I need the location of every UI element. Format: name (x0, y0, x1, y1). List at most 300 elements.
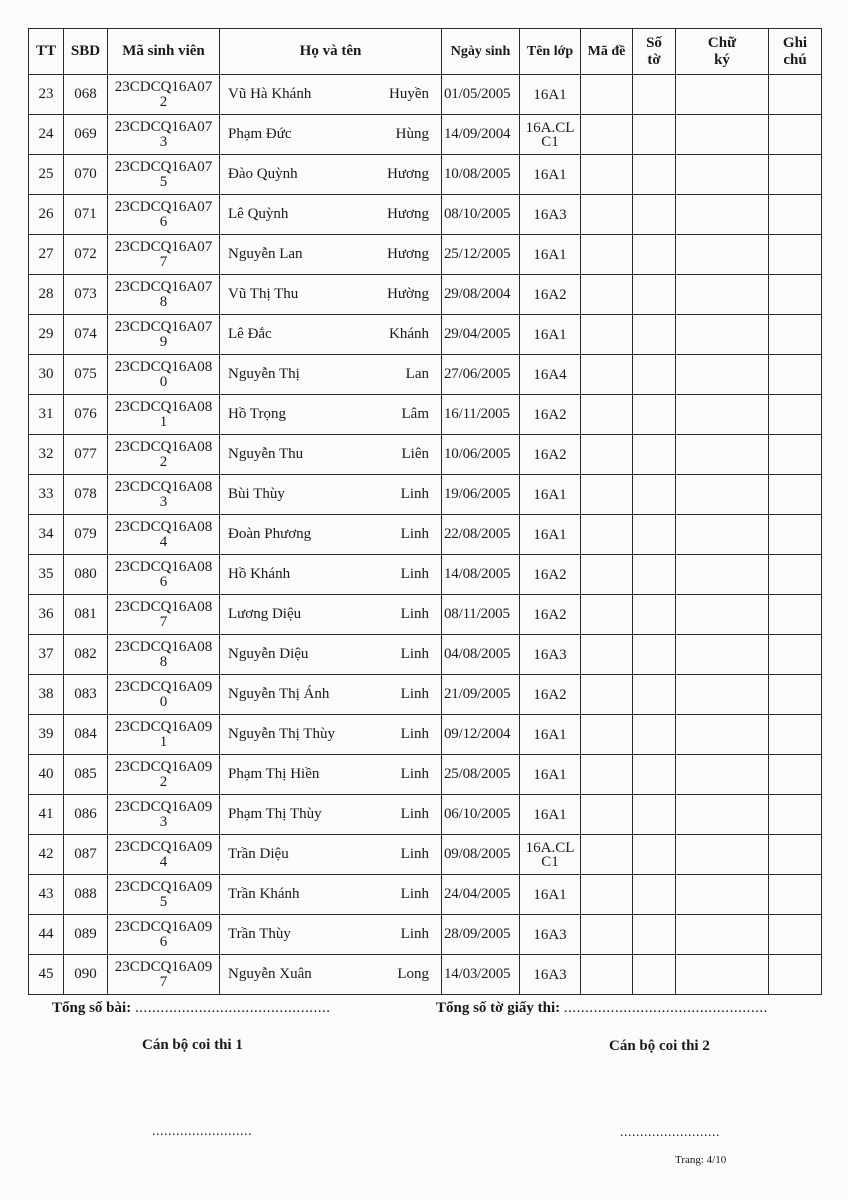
cell-birth-date: 19/06/2005 (442, 475, 520, 515)
cell-exam-code[interactable] (581, 235, 633, 275)
cell-student-id: 23CDCQ16A09 5 (108, 875, 220, 915)
cell-class-name: 16A1 (520, 875, 581, 915)
cell-sbd: 084 (64, 715, 108, 755)
cell-class-name: 16A.CL C1 (520, 835, 581, 875)
cell-note[interactable] (769, 555, 822, 595)
cell-student-id: 23CDCQ16A09 2 (108, 755, 220, 795)
table-row (29, 915, 822, 955)
cell-note[interactable] (769, 475, 822, 515)
cell-birth-date: 06/10/2005 (442, 795, 520, 835)
cell-class-name: 16A1 (520, 515, 581, 555)
table-row (29, 595, 822, 635)
cell-note[interactable] (769, 955, 822, 995)
cell-sheet-count[interactable] (633, 115, 676, 155)
cell-full-name (220, 875, 442, 915)
cell-student-id: 23CDCQ16A08 0 (108, 355, 220, 395)
cell-note[interactable] (769, 515, 822, 555)
table-row (29, 835, 822, 875)
table-row (29, 555, 822, 595)
cell-tt: 40 (29, 755, 64, 795)
cell-birth-date: 14/03/2005 (442, 955, 520, 995)
cell-class-name: 16A2 (520, 435, 581, 475)
cell-signature[interactable] (676, 115, 769, 155)
given-name: Liên (401, 446, 429, 462)
cell-student-id: 23CDCQ16A07 6 (108, 195, 220, 235)
cell-sbd: 082 (64, 635, 108, 675)
cell-sheet-count[interactable] (633, 555, 676, 595)
given-name: Lan (405, 366, 429, 382)
header-signature: Chữ ký (676, 29, 769, 75)
table-row (29, 315, 822, 355)
table-row (29, 155, 822, 195)
cell-signature[interactable] (676, 795, 769, 835)
cell-sbd: 079 (64, 515, 108, 555)
cell-class-name: 16A1 (520, 755, 581, 795)
first-middle-name: Trần Thùy (228, 926, 291, 942)
cell-signature[interactable] (676, 555, 769, 595)
cell-sheet-count[interactable] (633, 915, 676, 955)
table-row (29, 355, 822, 395)
cell-exam-code[interactable] (581, 475, 633, 515)
total-sheets-label: Tổng số tờ giấy thi: (436, 1000, 561, 1016)
table-row (29, 515, 822, 555)
table-row (29, 195, 822, 235)
first-middle-name: Nguyễn Thị Ánh (228, 686, 330, 702)
cell-signature[interactable] (676, 755, 769, 795)
cell-class-name: 16A1 (520, 795, 581, 835)
given-name: Linh (400, 806, 429, 822)
cell-birth-date: 21/09/2005 (442, 675, 520, 715)
cell-full-name (220, 155, 442, 195)
cell-full-name (220, 75, 442, 115)
given-name: Lâm (401, 406, 429, 422)
cell-sheet-count[interactable] (633, 595, 676, 635)
cell-exam-code[interactable] (581, 275, 633, 315)
first-middle-name: Phạm Đức (228, 126, 292, 142)
total-sheets (436, 1000, 768, 1017)
cell-tt: 42 (29, 835, 64, 875)
cell-sbd: 076 (64, 395, 108, 435)
cell-exam-code[interactable] (581, 835, 633, 875)
cell-signature[interactable] (676, 515, 769, 555)
cell-exam-code[interactable] (581, 355, 633, 395)
cell-signature[interactable] (676, 435, 769, 475)
given-name: Linh (400, 646, 429, 662)
first-middle-name: Phạm Thị Hiền (228, 766, 320, 782)
cell-exam-code[interactable] (581, 955, 633, 995)
cell-signature[interactable] (676, 395, 769, 435)
table-row (29, 395, 822, 435)
cell-class-name: 16A2 (520, 595, 581, 635)
cell-birth-date: 16/11/2005 (442, 395, 520, 435)
cell-sheet-count[interactable] (633, 635, 676, 675)
first-middle-name: Lương Diệu (228, 606, 302, 622)
cell-signature[interactable] (676, 875, 769, 915)
cell-signature[interactable] (676, 75, 769, 115)
cell-sbd: 090 (64, 955, 108, 995)
cell-birth-date: 29/04/2005 (442, 315, 520, 355)
table-row (29, 235, 822, 275)
cell-note[interactable] (769, 395, 822, 435)
first-middle-name: Đào Quỳnh (228, 166, 298, 182)
cell-exam-code[interactable] (581, 155, 633, 195)
table-row (29, 635, 822, 675)
cell-full-name (220, 395, 442, 435)
cell-sbd: 078 (64, 475, 108, 515)
first-middle-name: Phạm Thị Thùy (228, 806, 322, 822)
cell-sheet-count[interactable] (633, 795, 676, 835)
page-number: Trang: 4/10 (675, 1154, 727, 1166)
cell-birth-date: 09/12/2004 (442, 715, 520, 755)
cell-note[interactable] (769, 235, 822, 275)
cell-class-name: 16A1 (520, 235, 581, 275)
cell-exam-code[interactable] (581, 395, 633, 435)
cell-exam-code[interactable] (581, 595, 633, 635)
cell-signature[interactable] (676, 675, 769, 715)
cell-birth-date: 10/08/2005 (442, 155, 520, 195)
table-row (29, 675, 822, 715)
cell-sheet-count[interactable] (633, 235, 676, 275)
cell-note[interactable] (769, 755, 822, 795)
given-name: Hương (387, 246, 429, 262)
cell-student-id: 23CDCQ16A07 8 (108, 275, 220, 315)
cell-class-name: 16A2 (520, 675, 581, 715)
cell-tt: 36 (29, 595, 64, 635)
cell-signature[interactable] (676, 235, 769, 275)
cell-note[interactable] (769, 115, 822, 155)
cell-sheet-count[interactable] (633, 675, 676, 715)
cell-birth-date: 29/08/2004 (442, 275, 520, 315)
cell-sbd: 086 (64, 795, 108, 835)
cell-sbd: 069 (64, 115, 108, 155)
cell-note[interactable] (769, 435, 822, 475)
cell-exam-code[interactable] (581, 715, 633, 755)
cell-note[interactable] (769, 635, 822, 675)
header-student-id: Mã sinh viên (108, 29, 220, 75)
cell-full-name (220, 275, 442, 315)
proctor-2-label: Cán bộ coi thi 2 (609, 1038, 710, 1054)
cell-note[interactable] (769, 195, 822, 235)
table-row (29, 275, 822, 315)
cell-signature[interactable] (676, 275, 769, 315)
cell-full-name (220, 475, 442, 515)
cell-exam-code[interactable] (581, 875, 633, 915)
cell-full-name (220, 795, 442, 835)
cell-signature[interactable] (676, 155, 769, 195)
cell-sbd: 088 (64, 875, 108, 915)
cell-tt: 25 (29, 155, 64, 195)
cell-exam-code[interactable] (581, 315, 633, 355)
given-name: Hùng (395, 126, 429, 142)
given-name: Linh (400, 726, 429, 742)
cell-tt: 34 (29, 515, 64, 555)
cell-student-id: 23CDCQ16A09 0 (108, 675, 220, 715)
table-row (29, 115, 822, 155)
first-middle-name: Hồ Khánh (228, 566, 291, 582)
cell-signature[interactable] (676, 355, 769, 395)
cell-class-name: 16A2 (520, 395, 581, 435)
header-full-name: Họ và tên (220, 29, 442, 75)
table-row (29, 715, 822, 755)
cell-sheet-count[interactable] (633, 355, 676, 395)
cell-exam-code[interactable] (581, 915, 633, 955)
first-middle-name: Nguyễn Diệu (228, 646, 309, 662)
cell-class-name: 16A4 (520, 355, 581, 395)
cell-birth-date: 14/08/2005 (442, 555, 520, 595)
cell-class-name: 16A2 (520, 275, 581, 315)
cell-class-name: 16A1 (520, 315, 581, 355)
cell-note[interactable] (769, 835, 822, 875)
cell-student-id: 23CDCQ16A09 1 (108, 715, 220, 755)
cell-birth-date: 27/06/2005 (442, 355, 520, 395)
first-middle-name: Nguyễn Thu (228, 446, 304, 462)
cell-tt: 28 (29, 275, 64, 315)
cell-tt: 44 (29, 915, 64, 955)
cell-sbd: 087 (64, 835, 108, 875)
total-submissions (52, 1000, 330, 1017)
cell-exam-code[interactable] (581, 115, 633, 155)
cell-sbd: 080 (64, 555, 108, 595)
cell-class-name: 16A1 (520, 715, 581, 755)
first-middle-name: Đoàn Phương (228, 526, 312, 542)
cell-sheet-count[interactable] (633, 75, 676, 115)
cell-student-id: 23CDCQ16A07 5 (108, 155, 220, 195)
cell-sbd: 074 (64, 315, 108, 355)
cell-sheet-count[interactable] (633, 155, 676, 195)
header-exam-code: Mã đề (581, 29, 633, 75)
cell-birth-date: 14/09/2004 (442, 115, 520, 155)
cell-class-name: 16A1 (520, 75, 581, 115)
cell-class-name: 16A3 (520, 915, 581, 955)
first-middle-name: Bùi Thùy (228, 486, 285, 502)
cell-birth-date: 25/08/2005 (442, 755, 520, 795)
cell-tt: 32 (29, 435, 64, 475)
table-row (29, 795, 822, 835)
cell-note[interactable] (769, 795, 822, 835)
cell-student-id: 23CDCQ16A08 8 (108, 635, 220, 675)
cell-birth-date: 25/12/2005 (442, 235, 520, 275)
cell-signature[interactable] (676, 955, 769, 995)
cell-class-name: 16A3 (520, 195, 581, 235)
given-name: Huyền (389, 86, 429, 102)
cell-tt: 31 (29, 395, 64, 435)
cell-student-id: 23CDCQ16A08 7 (108, 595, 220, 635)
cell-signature[interactable] (676, 595, 769, 635)
total-sheets-dots: ................................................ (563, 1000, 768, 1016)
cell-signature[interactable] (676, 715, 769, 755)
cell-tt: 43 (29, 875, 64, 915)
table-row (29, 435, 822, 475)
cell-sheet-count[interactable] (633, 755, 676, 795)
cell-note[interactable] (769, 355, 822, 395)
given-name: Linh (400, 526, 429, 542)
cell-student-id: 23CDCQ16A07 3 (108, 115, 220, 155)
cell-birth-date: 28/09/2005 (442, 915, 520, 955)
cell-note[interactable] (769, 915, 822, 955)
table-body (29, 75, 822, 995)
cell-class-name: 16A1 (520, 475, 581, 515)
cell-tt: 45 (29, 955, 64, 995)
header-sbd: SBD (64, 29, 108, 75)
given-name: Linh (400, 886, 429, 902)
cell-signature[interactable] (676, 195, 769, 235)
cell-sheet-count[interactable] (633, 835, 676, 875)
cell-sbd: 083 (64, 675, 108, 715)
cell-sbd: 072 (64, 235, 108, 275)
cell-full-name (220, 355, 442, 395)
cell-student-id: 23CDCQ16A07 7 (108, 235, 220, 275)
cell-full-name (220, 955, 442, 995)
cell-tt: 26 (29, 195, 64, 235)
cell-sbd: 070 (64, 155, 108, 195)
cell-note[interactable] (769, 675, 822, 715)
first-middle-name: Lê Đắc (228, 326, 272, 342)
cell-full-name (220, 515, 442, 555)
first-middle-name: Lê Quỳnh (228, 206, 289, 222)
first-middle-name: Nguyễn Lan (228, 246, 303, 262)
given-name: Hương (387, 206, 429, 222)
given-name: Linh (400, 766, 429, 782)
cell-birth-date: 09/08/2005 (442, 835, 520, 875)
cell-tt: 38 (29, 675, 64, 715)
cell-tt: 29 (29, 315, 64, 355)
cell-birth-date: 24/04/2005 (442, 875, 520, 915)
cell-sheet-count[interactable] (633, 475, 676, 515)
cell-sheet-count[interactable] (633, 515, 676, 555)
cell-sbd: 077 (64, 435, 108, 475)
cell-exam-code[interactable] (581, 515, 633, 555)
cell-full-name (220, 595, 442, 635)
cell-exam-code[interactable] (581, 795, 633, 835)
cell-student-id: 23CDCQ16A08 2 (108, 435, 220, 475)
cell-full-name (220, 675, 442, 715)
cell-full-name (220, 115, 442, 155)
cell-note[interactable] (769, 715, 822, 755)
cell-tt: 23 (29, 75, 64, 115)
cell-sbd: 081 (64, 595, 108, 635)
cell-sheet-count[interactable] (633, 955, 676, 995)
cell-student-id: 23CDCQ16A09 6 (108, 915, 220, 955)
cell-student-id: 23CDCQ16A07 9 (108, 315, 220, 355)
cell-tt: 33 (29, 475, 64, 515)
cell-signature[interactable] (676, 315, 769, 355)
header-birth-date: Ngày sinh (442, 29, 520, 75)
cell-student-id: 23CDCQ16A09 4 (108, 835, 220, 875)
first-middle-name: Trần Diệu (228, 846, 289, 862)
cell-birth-date: 04/08/2005 (442, 635, 520, 675)
cell-exam-code[interactable] (581, 635, 633, 675)
cell-exam-code[interactable] (581, 435, 633, 475)
cell-birth-date: 08/11/2005 (442, 595, 520, 635)
cell-class-name: 16A3 (520, 955, 581, 995)
cell-sheet-count[interactable] (633, 875, 676, 915)
given-name: Linh (400, 926, 429, 942)
cell-sheet-count[interactable] (633, 195, 676, 235)
cell-exam-code[interactable] (581, 75, 633, 115)
cell-sheet-count[interactable] (633, 315, 676, 355)
table-header (29, 29, 822, 75)
header-tt: TT (29, 29, 64, 75)
cell-exam-code[interactable] (581, 555, 633, 595)
cell-student-id: 23CDCQ16A09 3 (108, 795, 220, 835)
cell-signature[interactable] (676, 635, 769, 675)
cell-note[interactable] (769, 155, 822, 195)
cell-note[interactable] (769, 315, 822, 355)
table-row (29, 755, 822, 795)
table-row (29, 875, 822, 915)
cell-student-id: 23CDCQ16A09 7 (108, 955, 220, 995)
cell-sheet-count[interactable] (633, 715, 676, 755)
cell-sheet-count[interactable] (633, 435, 676, 475)
cell-sheet-count[interactable] (633, 275, 676, 315)
cell-exam-code[interactable] (581, 675, 633, 715)
cell-full-name (220, 915, 442, 955)
first-middle-name: Hồ Trọng (228, 406, 286, 422)
first-middle-name: Trần Khánh (228, 886, 300, 902)
given-name: Khánh (389, 326, 429, 342)
cell-note[interactable] (769, 275, 822, 315)
cell-class-name: 16A2 (520, 555, 581, 595)
cell-tt: 37 (29, 635, 64, 675)
cell-full-name (220, 235, 442, 275)
given-name: Hường (387, 286, 429, 302)
cell-full-name (220, 195, 442, 235)
cell-sheet-count[interactable] (633, 395, 676, 435)
given-name: Linh (400, 566, 429, 582)
cell-student-id: 23CDCQ16A08 3 (108, 475, 220, 515)
cell-signature[interactable] (676, 915, 769, 955)
header-sheet-count: Số tờ (633, 29, 676, 75)
cell-class-name: 16A1 (520, 155, 581, 195)
table-row (29, 955, 822, 995)
table-row (29, 475, 822, 515)
cell-note[interactable] (769, 75, 822, 115)
cell-signature[interactable] (676, 475, 769, 515)
cell-signature[interactable] (676, 835, 769, 875)
first-middle-name: Nguyễn Thị Thùy (228, 726, 335, 742)
cell-birth-date: 22/08/2005 (442, 515, 520, 555)
cell-full-name (220, 835, 442, 875)
cell-note[interactable] (769, 595, 822, 635)
cell-full-name (220, 755, 442, 795)
total-submissions-label: Tổng số bài: (52, 1000, 132, 1016)
cell-sbd: 089 (64, 915, 108, 955)
header-class-name: Tên lớp (520, 29, 581, 75)
cell-student-id: 23CDCQ16A08 4 (108, 515, 220, 555)
cell-tt: 39 (29, 715, 64, 755)
proctor-1-signature-line: ......................... (152, 1124, 252, 1139)
cell-sbd: 073 (64, 275, 108, 315)
cell-tt: 24 (29, 115, 64, 155)
cell-sbd: 085 (64, 755, 108, 795)
cell-note[interactable] (769, 875, 822, 915)
cell-exam-code[interactable] (581, 755, 633, 795)
header-note: Ghi chú (769, 29, 822, 75)
exam-roster-table (28, 28, 822, 995)
first-middle-name: Nguyễn Thị (228, 366, 300, 382)
cell-exam-code[interactable] (581, 195, 633, 235)
given-name: Hương (387, 166, 429, 182)
first-middle-name: Vũ Thị Thu (228, 286, 299, 302)
first-middle-name: Nguyễn Xuân (228, 966, 312, 982)
given-name: Linh (400, 606, 429, 622)
total-submissions-dots: .............................................. (134, 1000, 331, 1016)
given-name: Linh (400, 846, 429, 862)
cell-class-name: 16A3 (520, 635, 581, 675)
cell-student-id: 23CDCQ16A08 1 (108, 395, 220, 435)
cell-sbd: 068 (64, 75, 108, 115)
cell-class-name: 16A.CL C1 (520, 115, 581, 155)
